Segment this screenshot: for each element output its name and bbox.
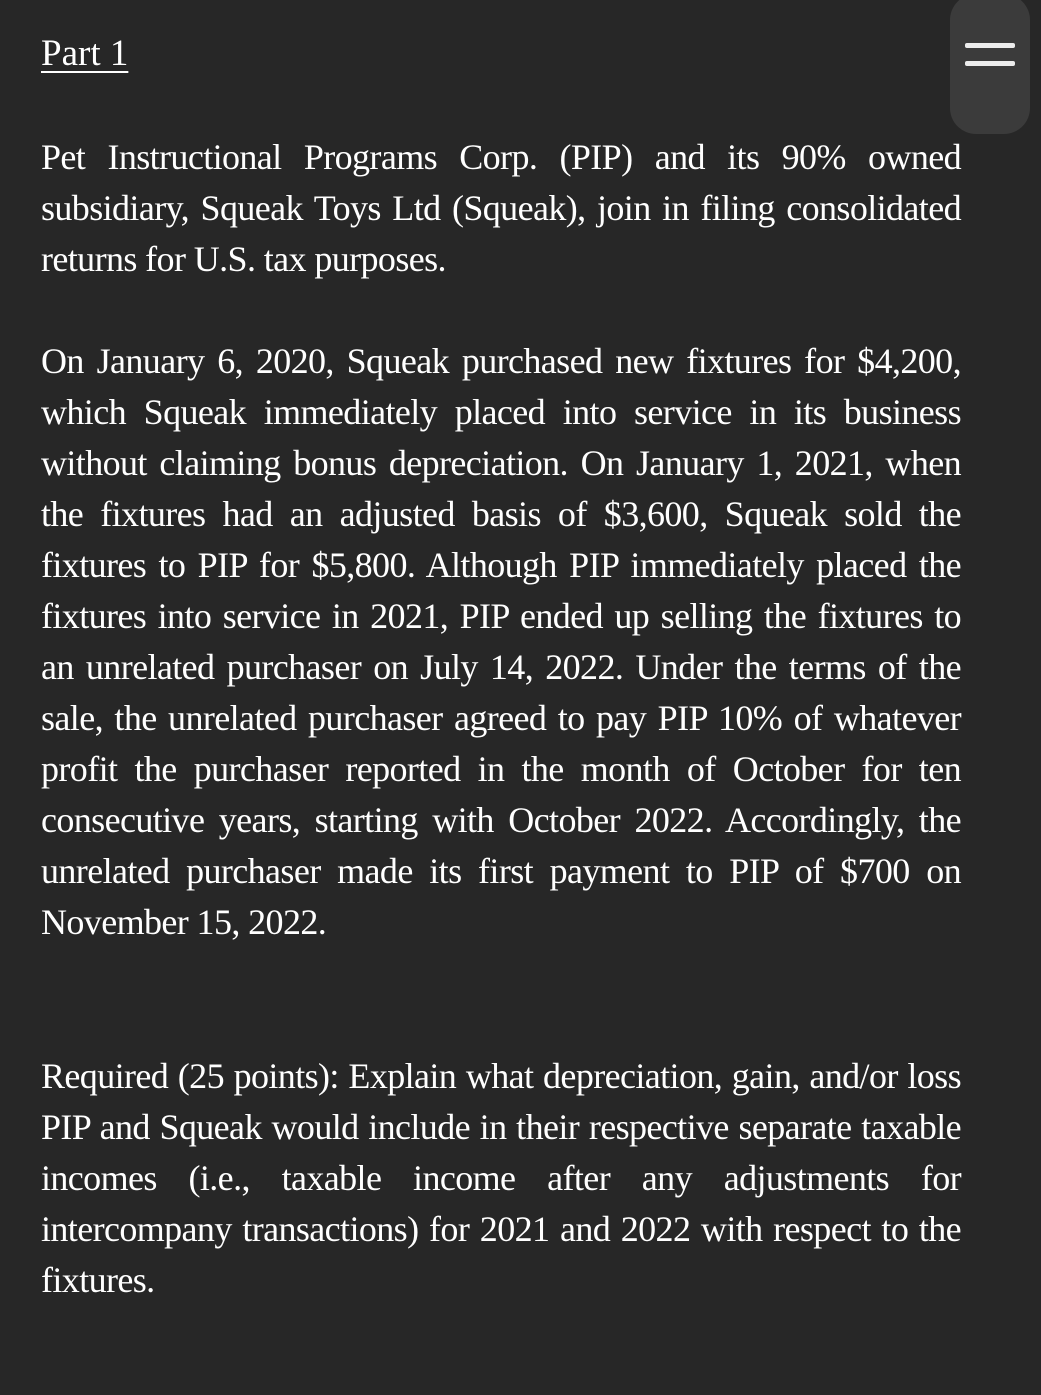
menu-button[interactable]	[950, 0, 1030, 134]
intro-paragraph: Pet Instructional Programs Corp. (PIP) and its 90% owned subsidiary, Squeak Toys Ltd (Squeak), join in filing consolidated returns for U.S. tax purposes.	[41, 137, 961, 279]
facts-paragraph: On January 6, 2020, Squeak purchased new fixtures for $4,200, which Squeak immediately placed into service in its business without claiming bonus depreciation. On January 1, 2021, when the fixtures had an adjusted basis of $3,600, Squeak sold the fixtures to PIP for $5,800. Although PIP immediately placed the fixtures into service in 2021, PIP ended up selling the fixtures to an unrelated purchaser on July 14, 2022. Under the terms of the sale, the unrelated purchaser agreed to pay PIP 10% of whatever profit the purchaser reported in the month of October for ten consecutive years, starting with October 2022. Accordingly, the unrelated purchaser made its first payment to PIP of $700 on November 15, 2022.	[41, 341, 961, 942]
menu-icon	[965, 41, 1015, 71]
section-heading: Part 1	[41, 33, 129, 74]
required-paragraph: Required (25 points): Explain what depreciation, gain, and/or loss PIP and Squeak would include in their respective separate taxable incomes (i.e., taxable income after any adjustments for intercompany transactions) for 2021 and 2022 with respect to the fixtures.	[41, 1056, 961, 1300]
